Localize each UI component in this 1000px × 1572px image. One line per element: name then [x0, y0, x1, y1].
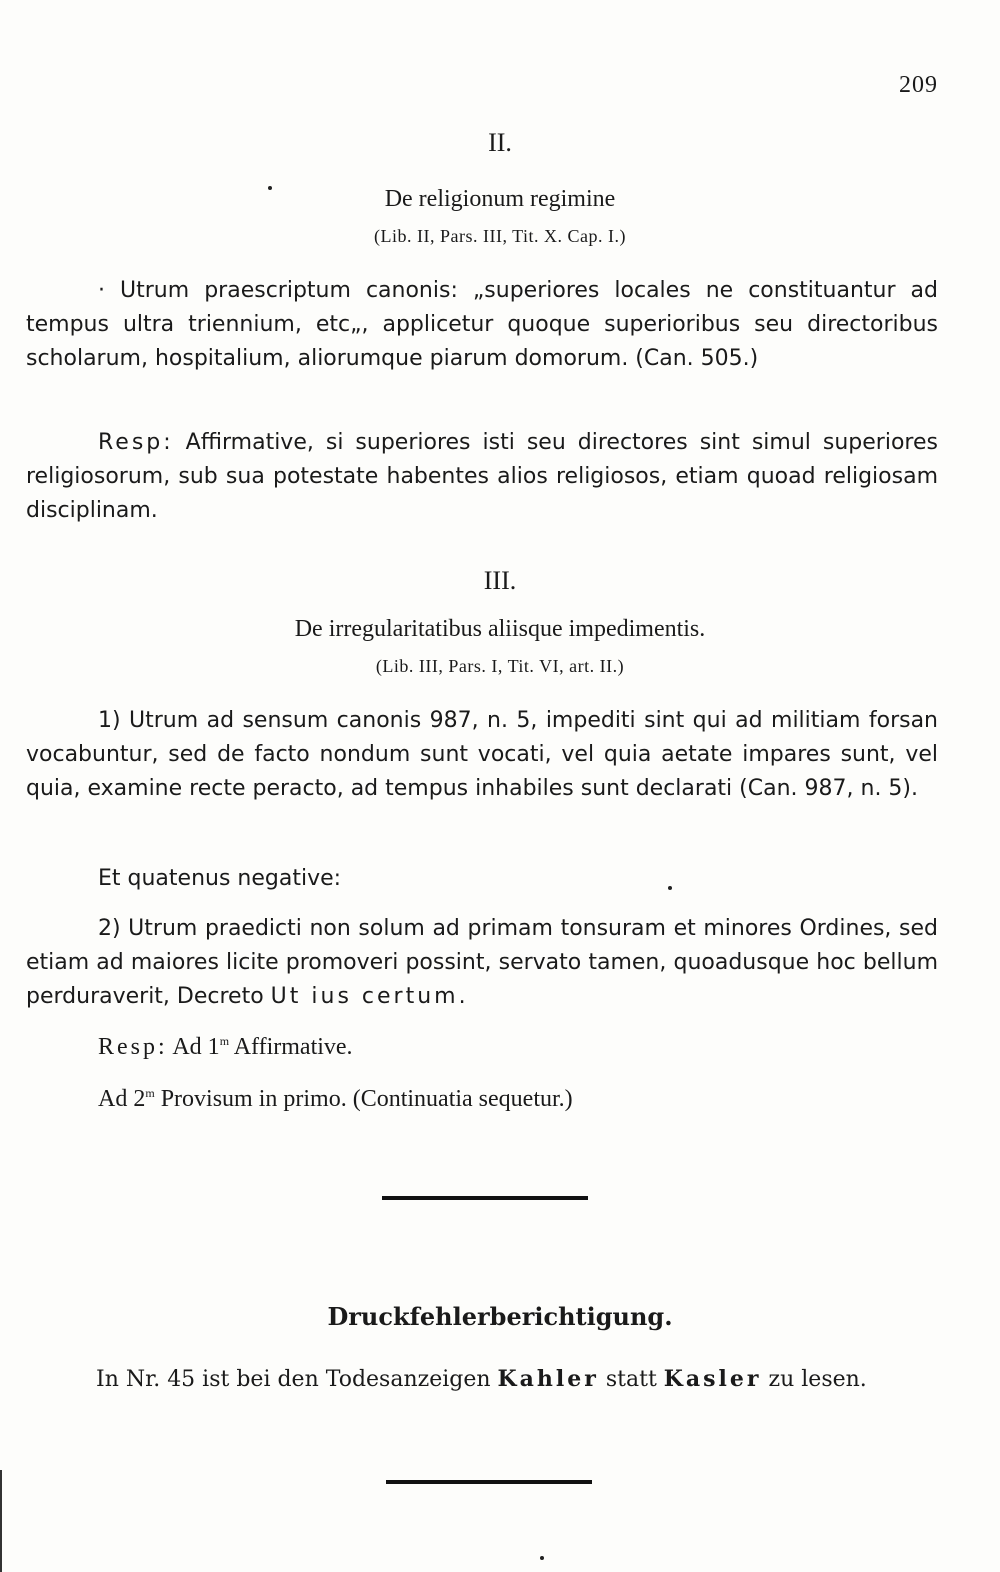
resp1-post: Affirmative. [229, 1034, 353, 1060]
q2-start: 2) Utrum praedicti non solum ad primam tonsuram et minores Ordines, sed etiam ad maiores licite promoveri possint, servato tamen, quoadusque hoc bellum perduraverit, Decreto [26, 916, 938, 1009]
resp2-sup: m [145, 1086, 155, 1100]
scan-speck [268, 186, 272, 190]
scan-speck [668, 886, 672, 890]
section-3-roman: III. [483, 566, 517, 595]
resp-text: Affirmative, si superiores isti seu directores sint simul superiores religiosorum, sub sua potestate habentes alios religiosos, etiam quoad religiosam disciplinam. [26, 430, 938, 523]
erratum-text-mid: statt [598, 1367, 664, 1392]
section-3-title: De irregularitatibus aliisque impedimentis. [294, 616, 706, 642]
erratum-name-correct: Kahler [497, 1366, 599, 1392]
q2-end: . [458, 984, 466, 1009]
q2-decree: Ut ius certum [270, 984, 459, 1009]
page-number: 209 [899, 72, 938, 98]
section-2-reference: (Lib. II, Pars. III, Tit. X. Cap. I.) [374, 226, 626, 246]
resp1-pre: Ad 1 [167, 1034, 220, 1060]
divider-rule [382, 1196, 588, 1200]
divider-rule-bottom [386, 1480, 592, 1484]
section-2-title: De religionum regimine [384, 186, 616, 212]
section-3-reference: (Lib. III, Pars. I, Tit. VI, art. II.) [375, 656, 625, 676]
section-2-question: · Utrum praescriptum canonis: „superiores locales ne constituantur ad tempus ultra triennium, etc„, applicetur quoque superioribus seu directoribus scholarum, hospitalium, aliorumque piarum domorum. (Can. 505.) [26, 278, 938, 371]
erratum-text-pre: In Nr. 45 ist bei den Todesanzeigen [96, 1367, 498, 1392]
response-1 [98, 1034, 353, 1061]
erratum-title: Druckfehlerberichtigung. [327, 1302, 673, 1331]
resp1-sup: m [219, 1034, 230, 1048]
quatenus-line: Et quatenus negative: [98, 866, 342, 891]
resp-label: Resp: [98, 430, 174, 455]
resp2-post: Provisum in primo. (Continuatia sequetur.) [154, 1086, 573, 1112]
section-3-question-1: 1) Utrum ad sensum canonis 987, n. 5, impediti sint qui ad militiam forsan vocabuntur, sed de facto nondum sunt vocati, vel quia aetate impares sunt, vel quia, examine recte peracto, ad tempus inhabiles sunt declarati (Can. 987, n. 5). [26, 708, 938, 801]
scan-edge [0, 1470, 2, 1572]
erratum-text [26, 1360, 940, 1399]
response-2 [98, 1086, 573, 1113]
section-2-roman: II. [488, 128, 512, 157]
resp-label: Resp: [98, 1034, 168, 1060]
section-3-question-2 [26, 912, 938, 1014]
erratum-name-wrong: Kasler [663, 1366, 762, 1392]
resp2-pre: Ad 2 [98, 1086, 146, 1112]
erratum-text-post: zu lesen. [761, 1367, 867, 1392]
section-2-response [26, 426, 938, 528]
scan-speck [540, 1556, 544, 1560]
